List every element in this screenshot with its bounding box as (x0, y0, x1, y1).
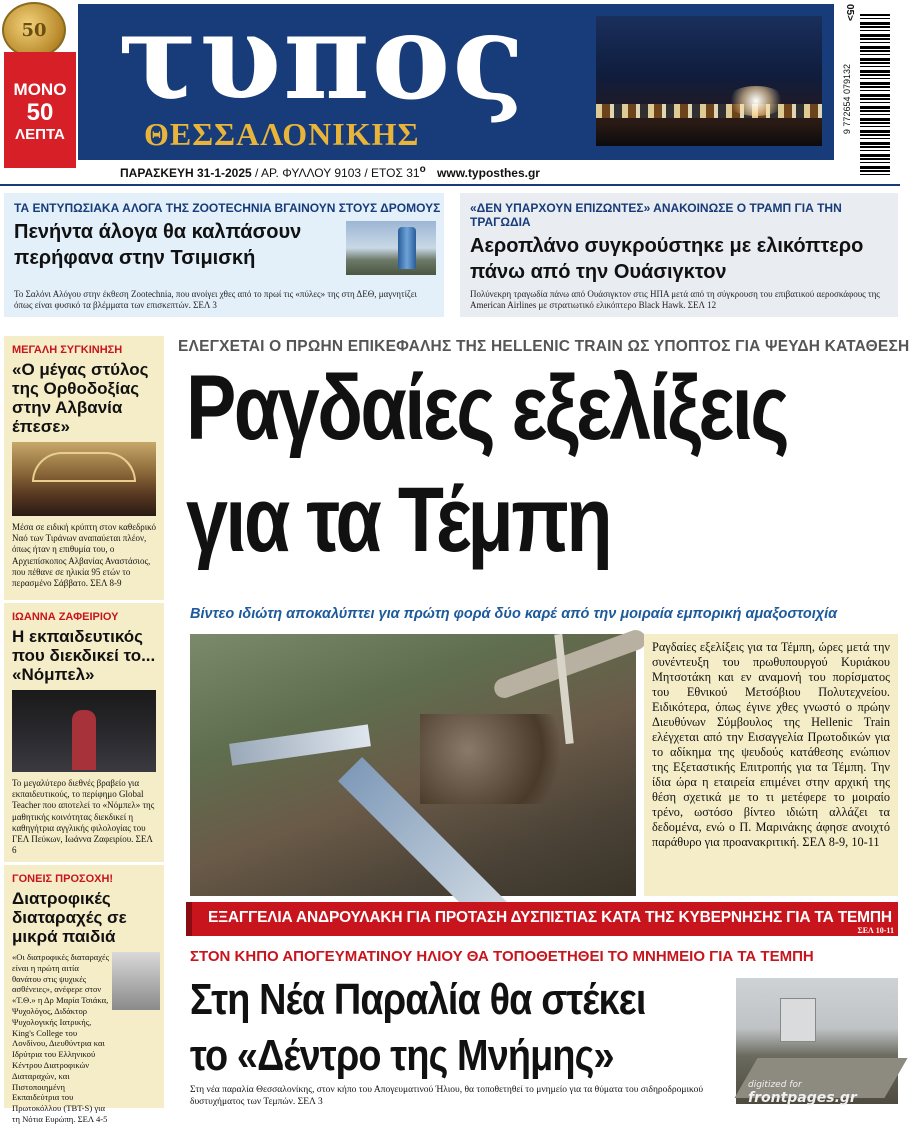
lead-headline-line1: Ραγδαίες εξελίξεις (186, 357, 788, 459)
masthead-rule (0, 184, 900, 186)
red-banner-text: ΕΞΑΓΓΕΛΙΑ ΑΝΔΡΟΥΛΑΚΗ ΓΙΑ ΠΡΟΤΑΣΗ ΔΥΣΠΙΣΤΙΑΣ ΚΑΤΑ ΤΗΣ ΚΥΒΕΡΝΗΣΗΣ ΓΙΑ ΤΑ ΤΕΜΠΗ (208, 909, 892, 926)
lead-headline[interactable] (186, 352, 788, 576)
left-story-3-headline: Διατροφικές διαταραχές σε μικρά παιδιά (12, 889, 127, 946)
tempi-crash-photo (190, 634, 636, 896)
debris-shape (420, 714, 580, 804)
price-line1: ΜΟΝΟ (13, 80, 67, 99)
issue-date: ΠΑΡΑΣΚΕΥΗ 31-1-2025 (120, 166, 252, 180)
lower-headline-line2: το «Δέντρο της Μνήμης» (190, 1031, 614, 1080)
left-story-2-text: Το μεγαλύτερο διεθνές βραβείο για εκπαιδευτικούς, το περίφημο Global Teacher που αποτελεί το «Νόμπελ» της μαθητικής κοινότητας διεκδικεί η καθηγήτρια αγγλικής φιλολογίας του ΓΕΛ Πεύκων, Ιωάννα Ζαφειρίου. ΣΕΛ 6 (12, 778, 155, 856)
watermark (748, 1080, 857, 1106)
red-banner-page: ΣΕΛ 10-11 (857, 926, 894, 935)
lead-subheadline: Βίντεο ιδιώτη αποκαλύπτει για πρώτη φορά δύο καρέ από την μοιραία εμπορική αμαξοστοιχία (190, 606, 838, 622)
top-story-washington[interactable] (460, 193, 898, 317)
left-story-teacher[interactable] (4, 603, 164, 856)
top-left-headline-line2: περήφανα στην Τσιμισκή (14, 247, 256, 269)
lead-supra-headline: ΕΛΕΓΧΕΤΑΙ Ο ΠΡΩΗΝ ΕΠΙΚΕΦΑΛΗΣ ΤΗΣ HELLENIC TRAIN ΩΣ ΥΠΟΠΤΟΣ ΓΙΑ ΨΕΥΔΗ ΚΑΤΑΘΕΣΗ (178, 338, 909, 355)
coin-value: 50 (21, 20, 47, 41)
top-right-kicker: «ΔΕΝ ΥΠΑΡΧΟΥΝ ΕΠΙΖΩΝΤΕΣ» ΑΝΑΚΟΙΝΩΣΕ Ο ΤΡΑΜΠ ΓΙΑ ΤΗΝ ΤΡΑΓΩΔΙΑ (470, 201, 842, 229)
crash-night-photo (596, 16, 822, 146)
left-story-2-kicker: ΙΩΑΝΝΑ ΖΑΦΕΙΡΙΟΥ (12, 611, 119, 623)
coin-icon (2, 2, 66, 58)
lower-text: Στη νέα παραλία Θεσσαλονίκης, στον κήπο του Απογευματινού Ήλιου, θα τοποθετηθεί το μνημείο για τα θύματα του σιδηροδρομικού δυστυχήματος των Τεμπών. ΣΕΛ 3 (190, 1085, 704, 1107)
price-badge (4, 52, 76, 168)
left-story-1-kicker: ΜΕΓΑΛΗ ΣΥΓΚΙΝΗΣΗ (12, 344, 123, 356)
newspaper-subtitle: ΘΕΣΣΑΛΟΝΙΚΗΣ (144, 116, 420, 152)
lower-headline-line1: Στη Νέα Παραλία θα στέκει (190, 975, 646, 1024)
top-left-text: Το Σαλόνι Αλόγου στην έκθεση Zootechnia, που ανοίγει χθες από το πρωί τις «πύλες» της στη ΔΕΘ, μαγνητίζει όπως είναι φυσικό τα βλέμματα των επισκεπτών. ΣΕΛ 3 (14, 289, 417, 310)
train-car-shape (229, 724, 371, 765)
issue-ordinal: ο (419, 164, 426, 175)
watermark-line2: frontpages.gr (748, 1090, 857, 1106)
left-story-1-text: Μέσα σε ειδική κρύπτη στον καθεδρικό Ναό των Τιράνων αναπαύεται πλέον, όπως ήταν η επιθυμία του, ο Αρχιεπίσκοπος Αλβανίας Αναστάσιος, που πέθανε σε ηλικία 95 ετών το περασμένο Σάββατο. ΣΕΛ 8-9 (12, 522, 156, 589)
newspaper-logo: τυπος (118, 0, 527, 126)
issue-number: / ΑΡ. ΦΥΛΛΟΥ 9103 / ΕΤΟΣ 31 (255, 166, 420, 180)
barcode-issue: 05> (844, 4, 855, 21)
barcode-number: 9 772654 079132 (842, 64, 852, 135)
masthead (0, 0, 900, 186)
lead-headline-line2: για τα Τέμπη (186, 469, 611, 571)
left-story-eating-disorders[interactable] (4, 865, 164, 1125)
top-right-headline-line2: πάνω από την Ουάσιγκτον (470, 261, 727, 283)
top-left-headline-line1: Πενήντα άλογα θα καλπάσουν (14, 221, 302, 243)
top-left-kicker: ΤΑ ΕΝΤΥΠΩΣΙΑΚΑ ΑΛΟΓΑ ΤΗΣ ZOOTECHNIA ΒΓΑΙΝΟΥΝ ΣΤΟΥΣ ΔΡΟΜΟΥΣ (14, 201, 441, 215)
left-story-archbishop[interactable] (4, 336, 164, 589)
award-stage-photo (12, 690, 156, 772)
watermark-line1: digitized for (748, 1080, 802, 1090)
red-banner[interactable] (186, 902, 898, 936)
dateline (120, 164, 540, 180)
zootechnia-photo (346, 221, 436, 275)
left-story-2-headline: Η εκπαιδευτικός που διεκδικεί το... «Νόμπελ» (12, 627, 156, 684)
lead-body-text: Ραγδαίες εξελίξεις για τα Τέμπη, ώρες μετά την συνέντευξη του πρωθυπουργού Κυριάκου Μητσοτάκη και εν αναμονή του πορίσματος του Εθνικού Μετσόβιου Πολυτεχνείου. Ειδικότερα, όπως έγινε χθες γνωστό ο πρώην Διευθύνων Σύμβουλος της Hellenic Train ελέγχεται από την Εισαγγελία Πρωτοδικών για το αδίκημα της ψευδούς κατάθεσης ενώπιον της Εξεταστικής Επιτροπής για τα Τέμπη. Την ίδια ώρα η εταιρεία επιμένει στην αρχική της θέση σχετικά με το τι μετέφερε το μοιραίο τρένο, ωστόσο βίντεο ιδιώτη αλλάζει τα δεδομένα, ενώ ο Π. Μαρινάκης άφησε ανοιχτό παράθυρο για προανακριτική. ΣΕΛ 8-9, 10-11 (644, 634, 898, 896)
left-story-3-kicker: ΓΟΝΕΙΣ ΠΡΟΣΟΧΗ! (12, 873, 114, 885)
lower-headline[interactable] (190, 972, 654, 1084)
top-story-horses[interactable] (4, 193, 444, 317)
road-shape (491, 627, 648, 701)
left-story-3-text: «Οι διατροφικές διαταραχές είναι η πρώτη αιτία θανάτου στις ψυχικές ασθένειες», ανέφερε στον «Τ.Θ.» η Δρ Μαρία Τσιάκα, Ψυχολόγος, Διδάκτορ Ψυχολογικής Ιατρικής, King's College του Λονδίνου, Διευθύντρια και Ιδρύτρια του Ελληνικού Κέντρου Διατροφικών Διαταραχών, και Πιστοποιημένη Εκπαιδεύτρια του Πρωτοκόλλου (TBT-S) για τη Νότια Ευρώπη. ΣΕΛ 4-5 (12, 952, 110, 1124)
left-story-1-headline: «Ο μέγας στύλος της Ορθοδοξίας στην Αλβανία έπεσε» (12, 360, 149, 436)
left-story-3-body (4, 952, 164, 1125)
city-lights (596, 104, 822, 118)
building-shape (398, 227, 416, 269)
barcode (842, 4, 898, 182)
top-right-headline (460, 233, 898, 285)
building-shape (780, 998, 816, 1042)
barcode-bars (860, 14, 890, 178)
lower-kicker: ΣΤΟΝ ΚΗΠΟ ΑΠΟΓΕΥΜΑΤΙΝΟΥ ΗΛΙΟΥ ΘΑ ΤΟΠΟΘΕΤΗΘΕΙ ΤΟ ΜΝΗΜΕΙΟ ΓΙΑ ΤΑ ΤΕΜΠΗ (190, 948, 814, 965)
price-line3: ΛΕΠΤΑ (15, 126, 65, 143)
cathedral-photo (12, 442, 156, 516)
website-link[interactable]: www.typosthes.gr (437, 166, 540, 180)
price-line2: 50 (26, 99, 54, 126)
fire-glow (726, 86, 786, 116)
child-photo (112, 952, 160, 1010)
left-column (4, 336, 164, 1124)
top-right-headline-line1: Αεροπλάνο συγκρούστηκε με ελικόπτερο (470, 235, 864, 257)
top-right-text: Πολύνεκρη τραγωδία πάνω από Ουάσιγκτον στις ΗΠΑ μετά από τη σύγκρουση του επιβατικού αεροσκάφους της American Airlines με στρατιωτικό ελικόπτερο Black Hawk. ΣΕΛ 12 (470, 289, 880, 310)
